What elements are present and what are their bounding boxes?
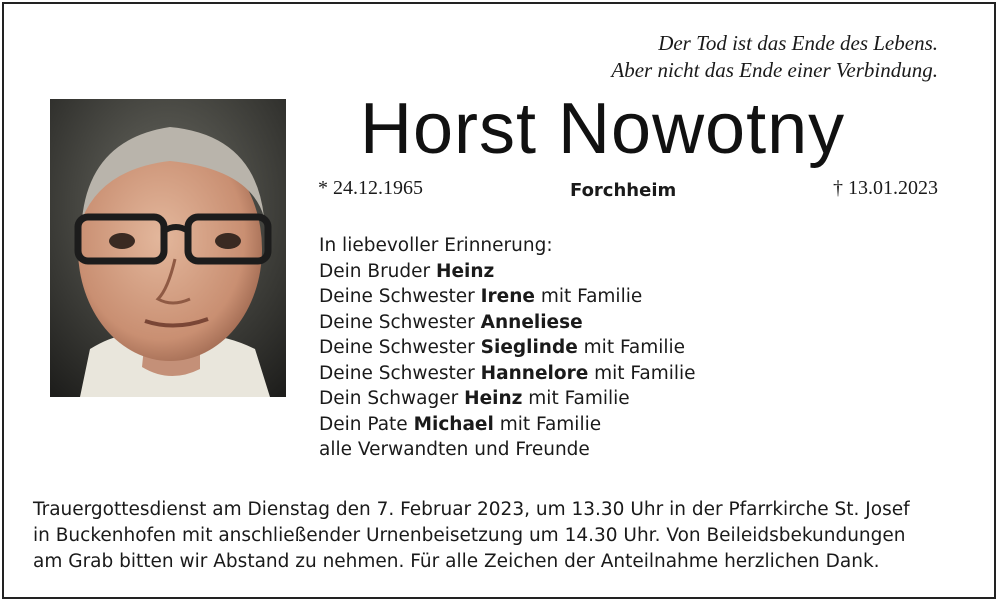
portrait-photo [50,99,286,397]
mourner-name: Michael [413,413,494,435]
residence-place: Forchheim [570,180,677,201]
mourner-line: Deine Schwester Irene mit Familie [319,286,643,307]
mourner-line: Deine Schwester Anneliese [319,311,583,333]
mourner-line: Dein Bruder Heinz [319,260,495,282]
mourner-name: Heinz [464,388,523,409]
death-date: † 13.01.2023 [833,177,938,199]
quote-line-2: Aber nicht das Ende einer Verbindung. [611,58,938,82]
mourners-intro: In liebevoller Erinnerung: [319,235,553,256]
funeral-notice [33,497,973,575]
mourner-name: Heinz [436,260,495,282]
mourner-line: Dein Schwager Heinz mit Familie [319,388,630,409]
mourner-line: Deine Schwester Hannelore mit Familie [319,362,696,384]
mourner-name: Hannelore [480,362,589,384]
deceased-name: Horst Nowotny [360,89,846,169]
quote-line-1: Der Tod ist das Ende des Lebens. [658,31,938,55]
mourners-list [319,233,696,463]
mourners-closing: alle Verwandten und Freunde [319,439,590,460]
notice-line-2: in Buckenhofen mit anschließender Urnenbeisetzung um 14.30 Uhr. Von Beileidsbekundungen [33,525,906,546]
memorial-quote [611,30,938,84]
mourner-name: Irene [480,286,535,307]
mourner-name: Sieglinde [480,337,578,358]
notice-line-1: Trauergottesdienst am Dienstag den 7. Februar 2023, um 13.30 Uhr in der Pfarrkirche St. Josef [33,499,910,520]
mourner-line: Dein Pate Michael mit Familie [319,413,602,435]
birth-date: * 24.12.1965 [318,177,423,199]
mourner-name: Anneliese [480,311,583,333]
notice-line-3: am Grab bitten wir Abstand zu nehmen. Für alle Zeichen der Anteilnahme herzlichen Dank. [33,551,880,572]
mourner-line: Deine Schwester Sieglinde mit Familie [319,337,686,358]
